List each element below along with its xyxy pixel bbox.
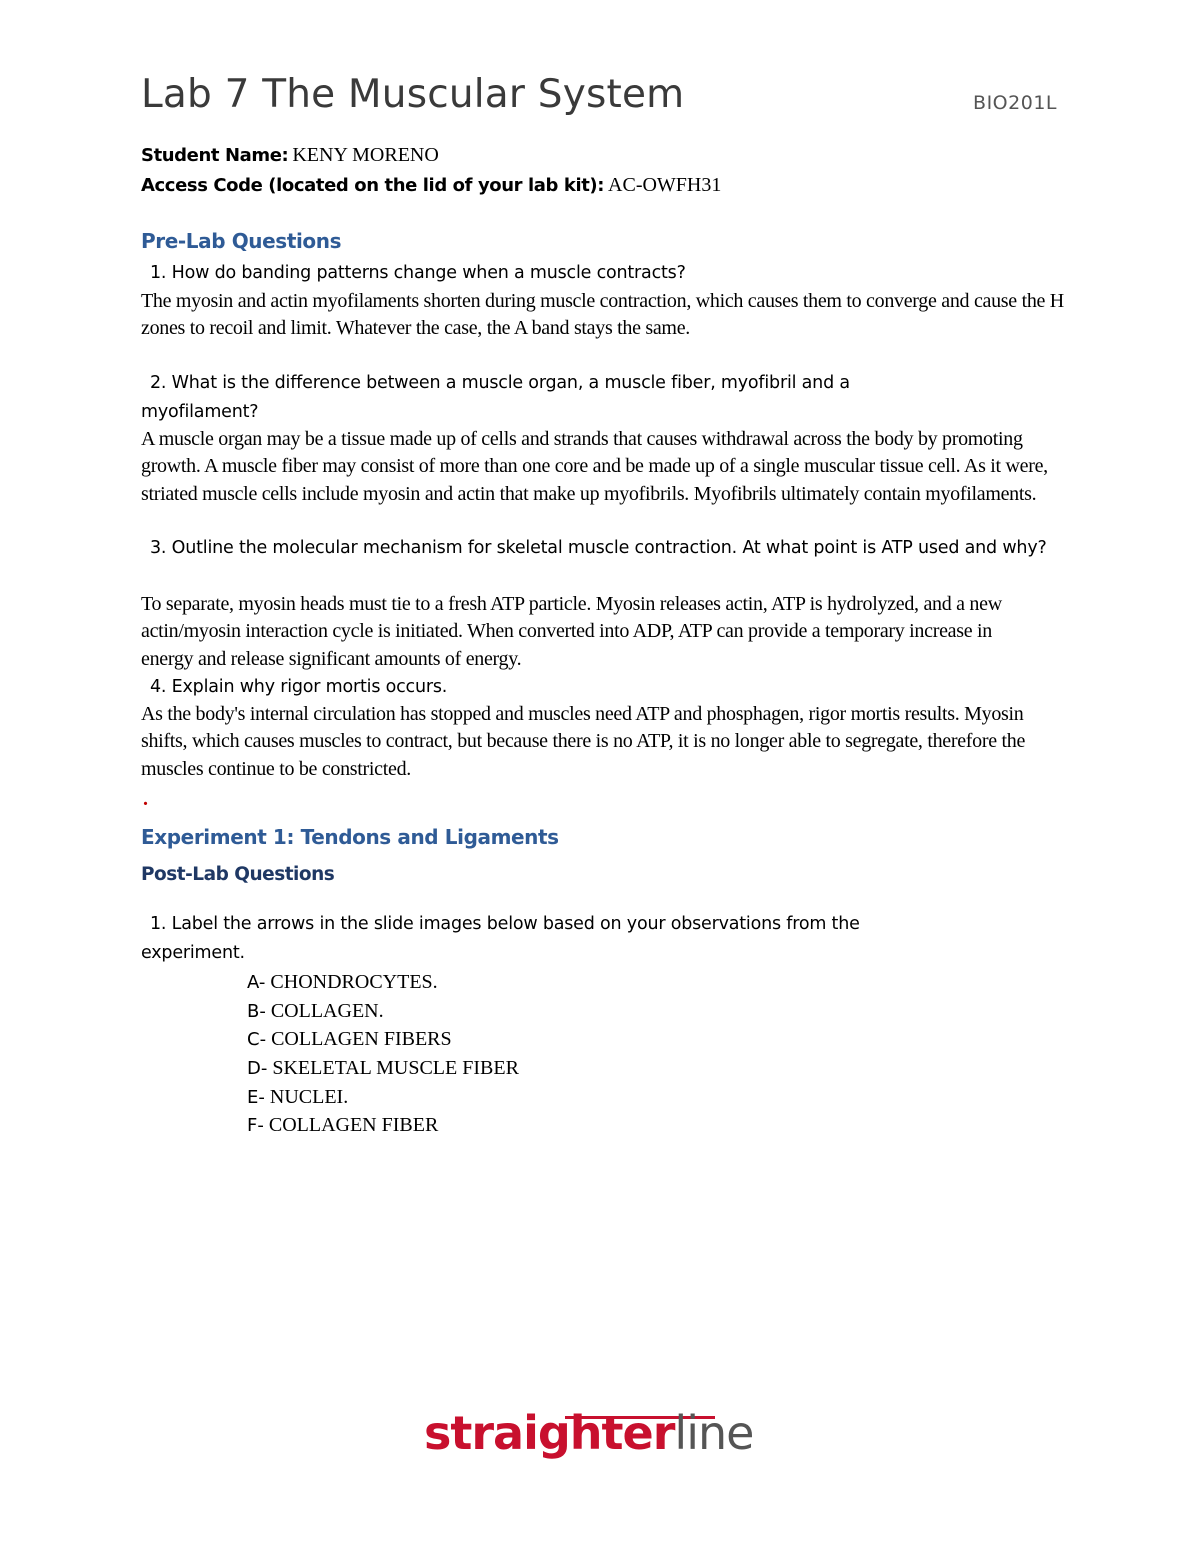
list-item <box>247 1025 519 1054</box>
student-name-value: KENY MORENO <box>292 144 439 166</box>
label-key: E- <box>247 1086 265 1108</box>
straighterline-logo <box>424 1406 753 1460</box>
label-value: COLLAGEN FIBERS <box>271 1028 452 1051</box>
prelab-question-1 <box>141 259 1071 288</box>
question-number: 1. <box>150 914 167 934</box>
prelab-answer-1: The myosin and actin myofilaments shorten during muscle contraction, which causes them to converge and cause the H zones to recoil and limit. Whatever the case, the A band stays the same. <box>141 290 1064 340</box>
logo-text-primary: straighter <box>424 1406 675 1460</box>
question-number: 3. <box>150 538 167 558</box>
question-text: How do banding patterns change when a muscle contracts? <box>171 263 686 283</box>
question-text: What is the difference between a muscle organ, a muscle fiber, myofibril and a myofilament? <box>141 373 850 422</box>
student-name-label: Student Name: <box>141 145 289 166</box>
label-key: A- <box>247 972 266 993</box>
list-item <box>247 1054 519 1083</box>
label-list <box>247 968 519 1140</box>
label-value: NUCLEI. <box>269 1085 349 1108</box>
question-number: 4. <box>150 677 167 697</box>
label-key: D- <box>247 1058 268 1080</box>
student-name-line <box>141 140 439 171</box>
experiment-1-heading: Experiment 1: Tendons and Ligaments <box>141 825 559 849</box>
course-code: BIO201L <box>973 92 1057 114</box>
list-item <box>247 968 519 997</box>
logo-text-secondary: line <box>674 1406 754 1460</box>
question-number: 2. <box>150 373 167 393</box>
prelab-question-2 <box>141 369 941 427</box>
label-value: COLLAGEN FIBER <box>268 1114 439 1137</box>
prelab-answer-3: To separate, myosin heads must tie to a fresh ATP particle. Myosin releases actin, ATP is hydrolyzed, and a new actin/myosin interaction cycle is initiated. When converted into ADP, ATP can provide a temporary increase in energy and release significant amounts of energy. <box>141 593 1002 670</box>
question-text: Label the arrows in the slide images below based on your observations from the experiment. <box>141 914 860 963</box>
list-item <box>247 1111 519 1140</box>
label-key: C- <box>247 1029 267 1051</box>
prelab-answer-2: A muscle organ may be a tissue made up of cells and strands that causes withdrawal across the body by promoting growth. A muscle fiber may consist of more than one core and be made up of a single muscular tissue cell. As it were, striated muscle cells include myosin and actin that make up myofibrils. Myofibrils ultimately contain myofilaments. <box>141 428 1048 505</box>
prelab-question-4 <box>141 673 1071 702</box>
label-key: B- <box>247 1000 266 1022</box>
label-value: SKELETAL MUSCLE FIBER <box>272 1057 519 1080</box>
postlab-question-1 <box>141 910 961 968</box>
label-value: CHONDROCYTES. <box>270 971 438 993</box>
question-text: Outline the molecular mechanism for skeletal muscle contraction. At what point is ATP used and why? <box>171 538 1047 558</box>
end-mark: . <box>143 788 148 810</box>
access-code-label: Access Code (located on the lid of your lab kit): <box>141 175 605 196</box>
label-key: F- <box>247 1115 264 1137</box>
question-number: 1. <box>150 263 167 283</box>
label-value: COLLAGEN. <box>270 999 384 1022</box>
question-text: Explain why rigor mortis occurs. <box>171 677 448 697</box>
list-item <box>247 1083 519 1112</box>
page-title: Lab 7 The Muscular System <box>141 72 685 117</box>
prelab-heading: Pre-Lab Questions <box>141 229 342 253</box>
list-item <box>247 997 519 1026</box>
access-code-line <box>141 170 721 201</box>
prelab-question-3 <box>141 534 1081 563</box>
access-code-value: AC-OWFH31 <box>608 174 722 196</box>
postlab-heading: Post-Lab Questions <box>141 864 335 885</box>
prelab-answer-4: As the body's internal circulation has stopped and muscles need ATP and phosphagen, rigor mortis results. Myosin shifts, which causes muscles to contract, but because there is no ATP, it is no longer able to segregate, therefore the muscles continue to be constricted. <box>141 703 1026 780</box>
